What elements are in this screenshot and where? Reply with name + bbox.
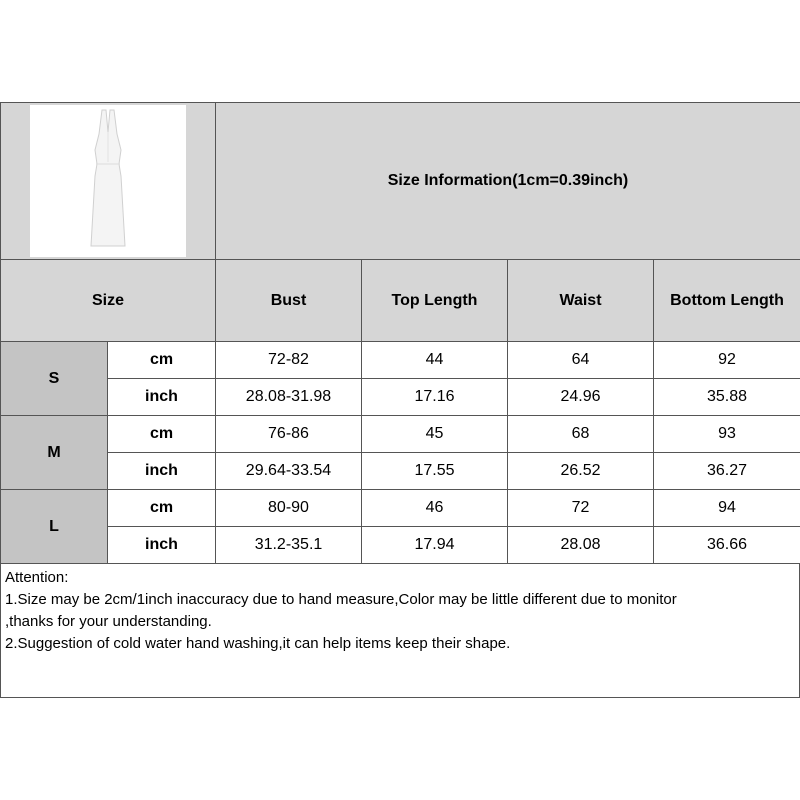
size-header: Size (1, 260, 216, 342)
value-cell: 64 (508, 342, 654, 379)
size-label-s: S (1, 342, 108, 416)
column-header-waist: Waist (508, 260, 654, 342)
header-row (1, 103, 800, 260)
table-row (1, 342, 800, 379)
value-cell: 29.64-33.54 (216, 453, 362, 490)
column-header-row (1, 260, 800, 342)
attention-line: ,thanks for your understanding. (5, 613, 212, 630)
unit-cell: inch (108, 527, 216, 564)
value-cell: 17.94 (362, 527, 508, 564)
attention-line: 1.Size may be 2cm/1inch inaccuracy due to hand measure,Color may be little different due to monitor (5, 591, 677, 608)
value-cell: 35.88 (654, 379, 800, 416)
table-row (1, 453, 800, 490)
column-header-bottom-length: Bottom Length (654, 260, 800, 342)
value-cell: 76-86 (216, 416, 362, 453)
value-cell: 44 (362, 342, 508, 379)
value-cell: 17.16 (362, 379, 508, 416)
value-cell: 28.08 (508, 527, 654, 564)
value-cell: 24.96 (508, 379, 654, 416)
value-cell: 31.2-35.1 (216, 527, 362, 564)
dress-icon (73, 106, 143, 256)
table-row (1, 416, 800, 453)
table-row (1, 527, 800, 564)
value-cell: 94 (654, 490, 800, 527)
attention-heading: Attention: (5, 569, 69, 586)
column-header-top-length: Top Length (362, 260, 508, 342)
column-header-bust: Bust (216, 260, 362, 342)
product-photo (30, 105, 186, 257)
value-cell: 68 (508, 416, 654, 453)
unit-cell: inch (108, 379, 216, 416)
table-row (1, 490, 800, 527)
value-cell: 17.55 (362, 453, 508, 490)
value-cell: 72 (508, 490, 654, 527)
product-photo-cell (1, 103, 216, 260)
value-cell: 92 (654, 342, 800, 379)
value-cell: 36.66 (654, 527, 800, 564)
value-cell: 36.27 (654, 453, 800, 490)
value-cell: 72-82 (216, 342, 362, 379)
value-cell: 26.52 (508, 453, 654, 490)
size-label-l: L (1, 490, 108, 564)
unit-cell: cm (108, 490, 216, 527)
table-row (1, 379, 800, 416)
size-table (0, 102, 800, 564)
chart-title: Size Information(1cm=0.39inch) (216, 103, 800, 260)
attention-line: 2.Suggestion of cold water hand washing,it can help items keep their shape. (5, 635, 511, 652)
value-cell: 46 (362, 490, 508, 527)
value-cell: 93 (654, 416, 800, 453)
value-cell: 45 (362, 416, 508, 453)
value-cell: 80-90 (216, 490, 362, 527)
value-cell: 28.08-31.98 (216, 379, 362, 416)
unit-cell: inch (108, 453, 216, 490)
size-chart (0, 102, 800, 698)
attention-notes (0, 564, 800, 698)
unit-cell: cm (108, 342, 216, 379)
unit-cell: cm (108, 416, 216, 453)
size-label-m: M (1, 416, 108, 490)
